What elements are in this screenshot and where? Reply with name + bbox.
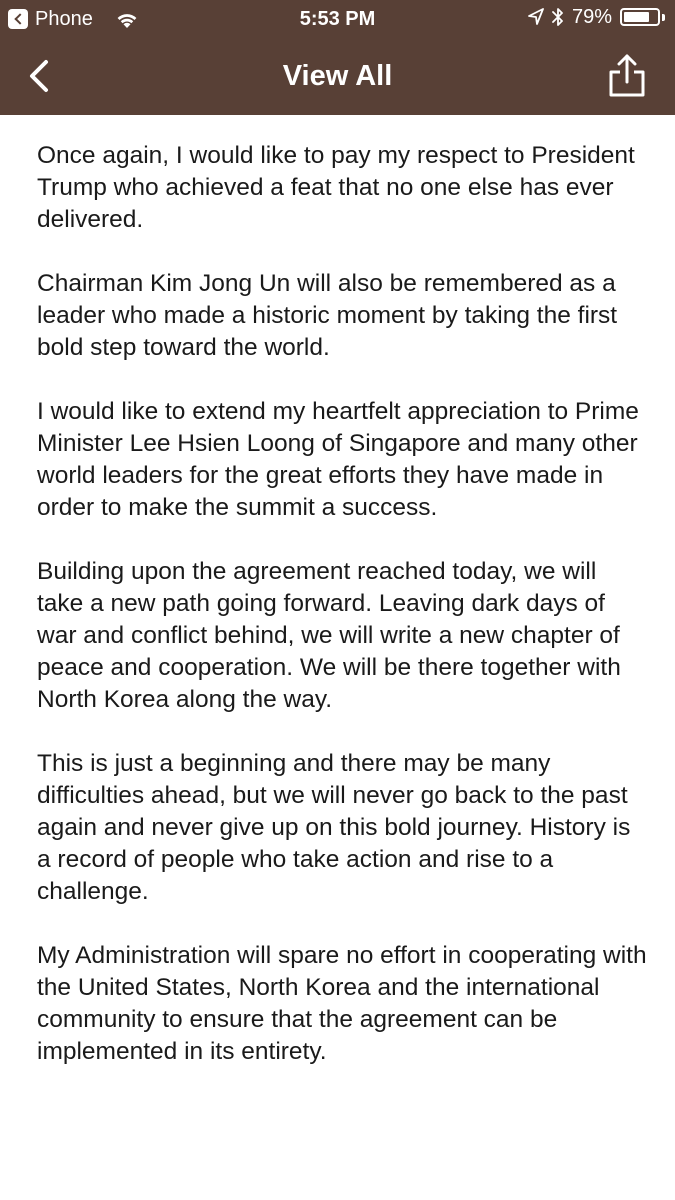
top-bar <box>0 0 675 115</box>
battery-icon <box>620 8 660 26</box>
paragraph: This is just a beginning and there may be many difficulties ahead, but we will never go back to the past again and never give up on this bold journey. History is a record of people who take action and rise to a challenge. <box>37 750 631 905</box>
bluetooth-icon <box>552 7 564 27</box>
status-right-group <box>528 7 665 27</box>
battery-level <box>624 12 649 22</box>
back-to-app-label: Phone <box>35 8 93 30</box>
paragraph: Once again, I would like to pay my respect to President Trump who achieved a feat that no one else has ever delivered. <box>37 142 635 233</box>
paragraph: Building upon the agreement reached today, we will take a new path going forward. Leaving dark days of war and conflict behind, we will write a new chapter of peace and cooperation. We will be there together with North Korea along the way. <box>37 558 621 713</box>
paragraph: Chairman Kim Jong Un will also be remembered as a leader who made a historic moment by taking the first bold step toward the world. <box>37 270 618 361</box>
share-icon[interactable] <box>604 52 650 100</box>
paragraph: My Administration will spare no effort in cooperating with the United States, North Korea and the international community to ensure that the agreement can be implemented in its entirety. <box>37 942 647 1065</box>
location-icon <box>528 8 544 26</box>
page-title: View All <box>282 60 393 92</box>
paragraph: I would like to extend my heartfelt appreciation to Prime Minister Lee Hsien Loong of Singapore and many other world leaders for the great efforts they have made in order to make the summit a success. <box>37 398 639 521</box>
status-bar <box>0 0 675 38</box>
battery-percent: 79% <box>571 6 612 28</box>
battery-tip <box>662 14 665 21</box>
status-time: 5:53 PM <box>299 8 376 30</box>
statement-body <box>37 140 647 1100</box>
